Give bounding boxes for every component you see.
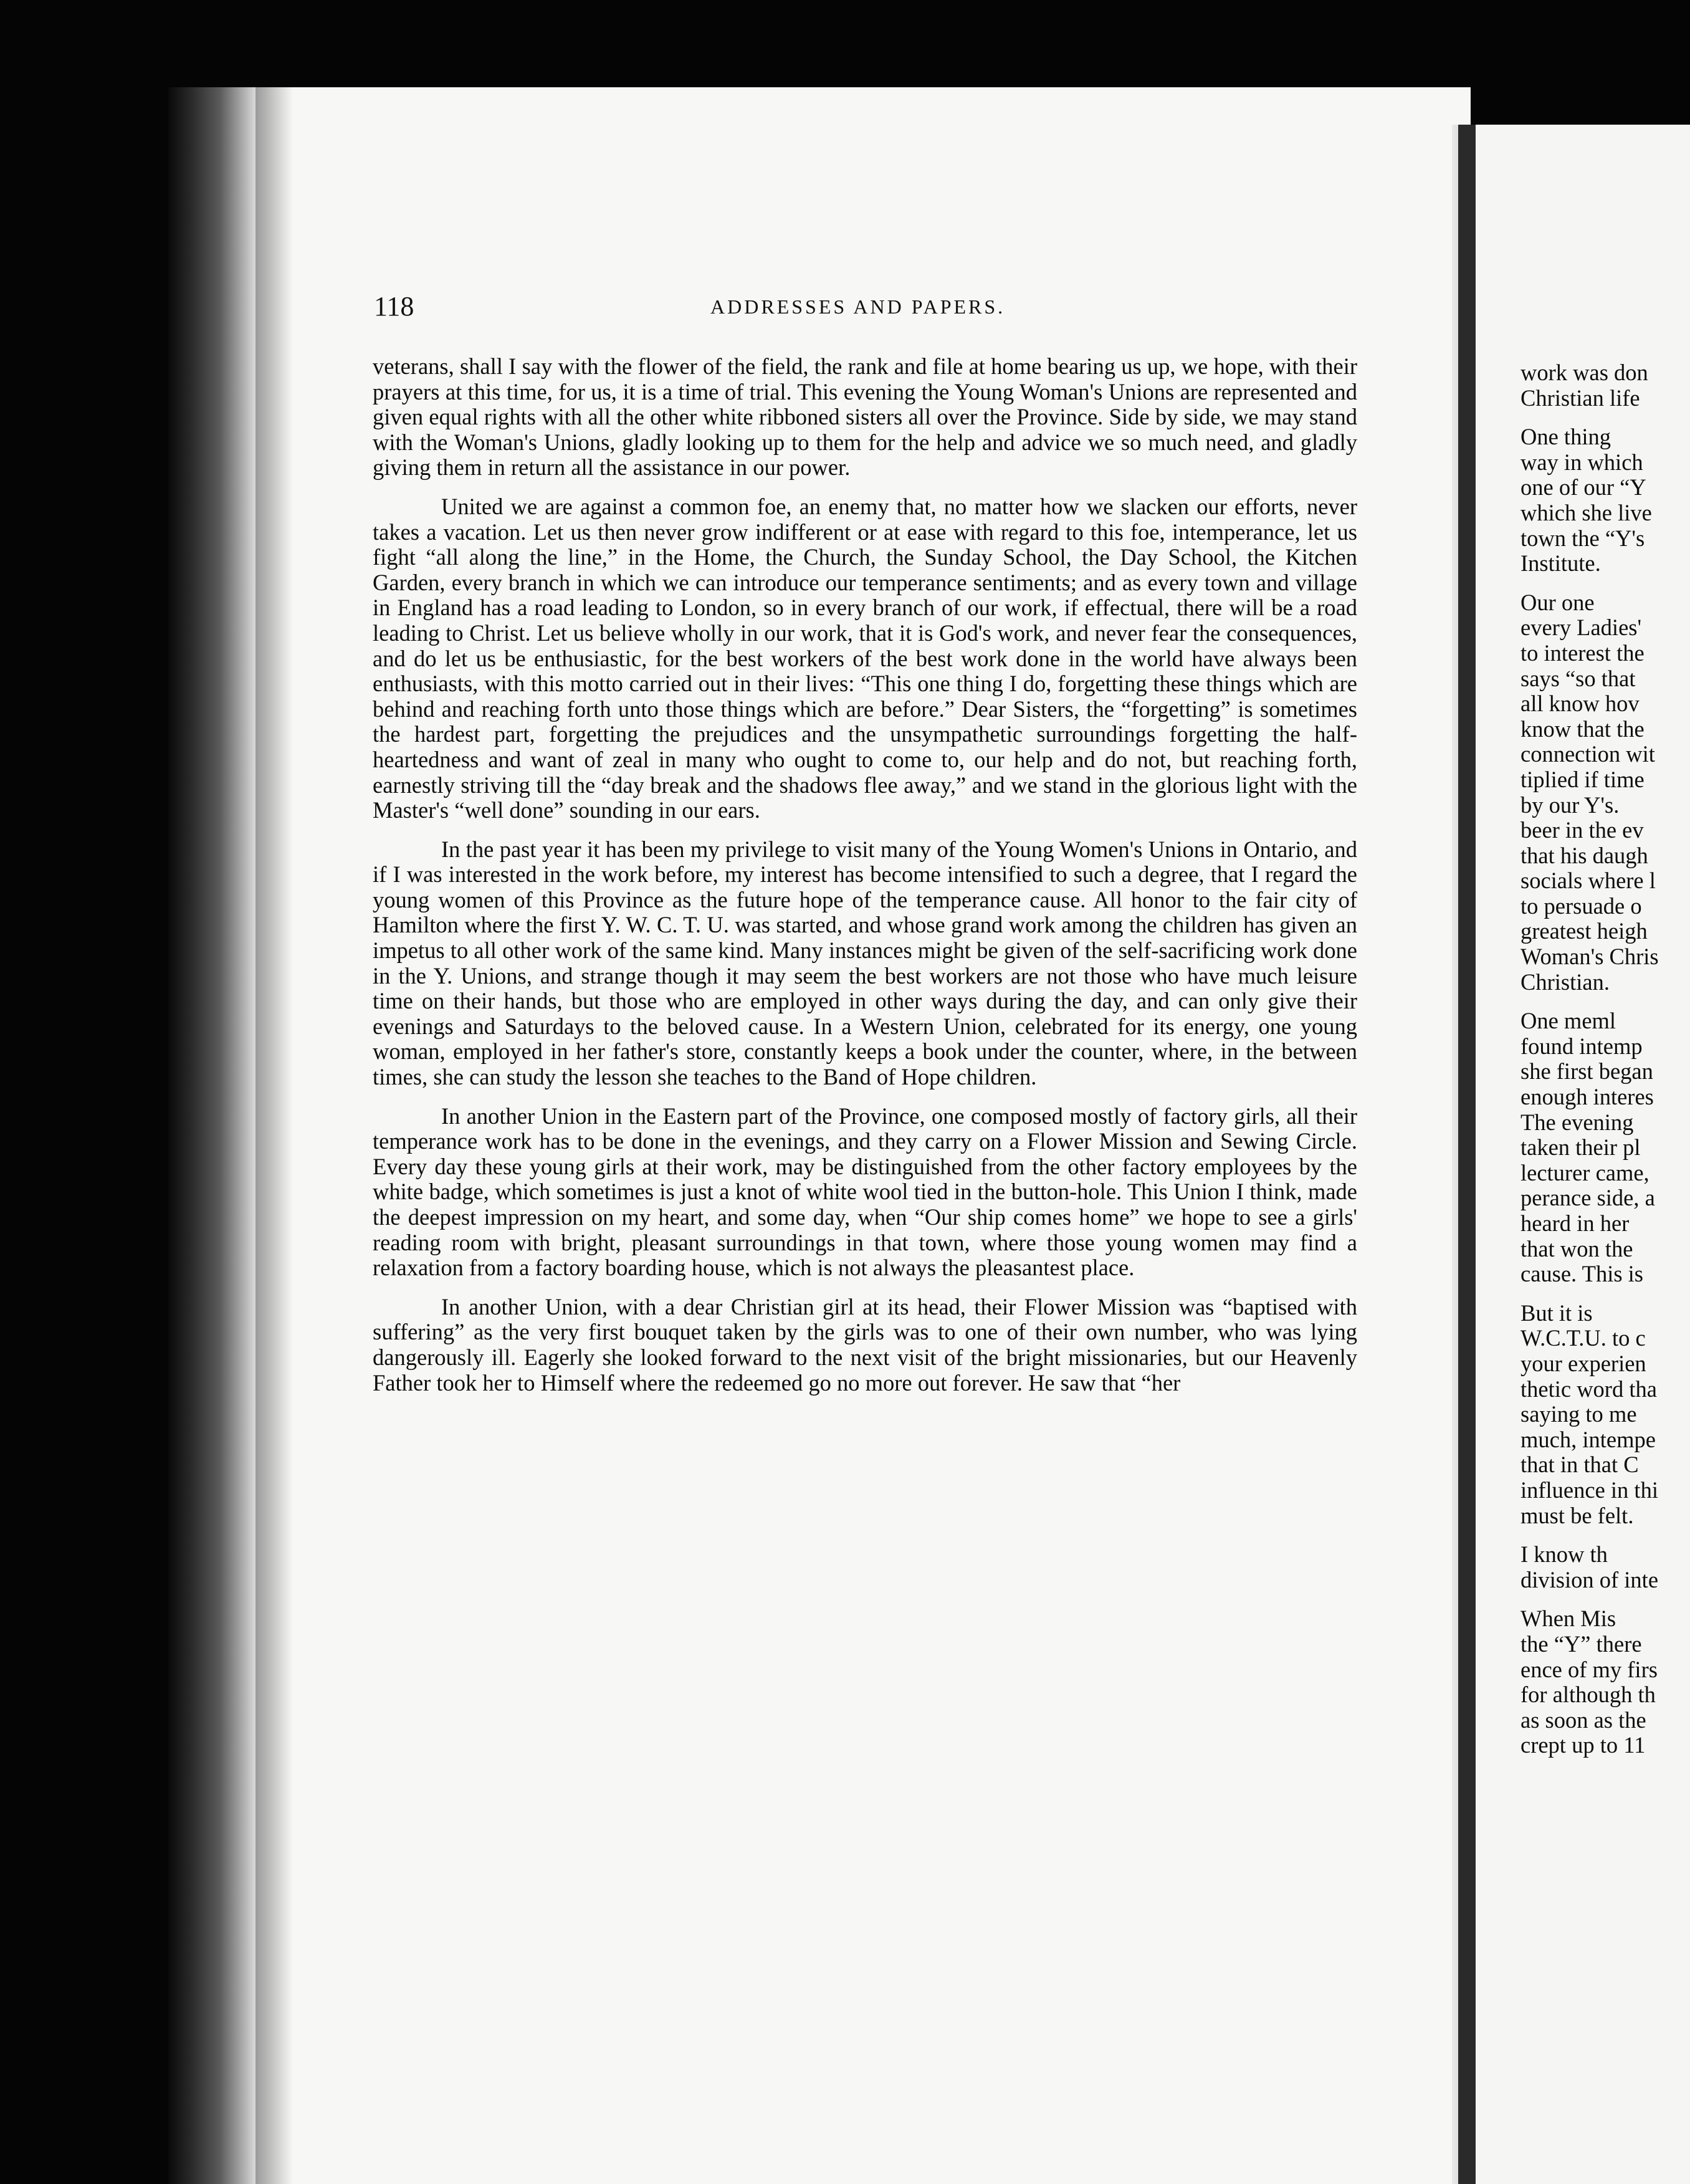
right-page-line: know that the	[1521, 716, 1645, 742]
right-page-line: But it is	[1521, 1300, 1593, 1326]
right-page-line: by our Y's.	[1521, 792, 1620, 818]
page-number: 118	[374, 291, 414, 322]
paragraph: veterans, shall I say with the flower of the field, the rank and file at home bearing us up, we hope, with their prayers at this time, for us, it is a time of trial. This evening the Young Woman's Unions are represented and given equal rights with all the other white ribboned sisters all over the Province. Side by side, we may stand with the Woman's Unions, gladly looking up to them for the help and advice we so much need, and gladly giving them in return all the assistance in our power.	[373, 353, 1357, 481]
right-page-line: When Mis	[1521, 1606, 1616, 1632]
right-page-line: way in which	[1521, 449, 1643, 475]
right-page-line: much, intempe	[1521, 1426, 1656, 1452]
right-page-line: that in that C	[1521, 1452, 1639, 1478]
line-gap	[1521, 995, 1690, 1008]
right-page-line: beer in the ev	[1521, 817, 1644, 843]
right-page-line: I know th	[1521, 1541, 1608, 1568]
right-page-line: Our one	[1521, 589, 1595, 615]
right-page-line: which she live	[1521, 499, 1652, 525]
right-page-line: division of inte	[1521, 1566, 1659, 1593]
right-page-line: connection wit	[1521, 741, 1655, 767]
right-page-line: perance side, a	[1521, 1185, 1655, 1211]
right-page-line: Woman's Chris	[1521, 944, 1659, 970]
right-page-line: as soon as the	[1521, 1707, 1646, 1733]
right-page-line: saying to me	[1521, 1401, 1637, 1427]
right-page-line: one of our “Y	[1521, 474, 1646, 501]
right-page-line: found intemp	[1521, 1033, 1643, 1059]
right-page-line: every Ladies'	[1521, 615, 1642, 641]
right-page-line: cause. This is	[1521, 1261, 1644, 1287]
right-page-line: all know hov	[1521, 691, 1640, 717]
right-page-line: Christian life	[1521, 385, 1640, 411]
right-page-line: must be felt.	[1521, 1502, 1634, 1528]
right-page-line: the “Y” there	[1521, 1631, 1642, 1657]
right-page-line: greatest heigh	[1521, 918, 1648, 944]
right-page-line: tiplied if time	[1521, 766, 1645, 792]
right-page-line: thetic word tha	[1521, 1376, 1657, 1402]
line-gap	[1521, 1593, 1690, 1606]
right-page-line: for although th	[1521, 1682, 1656, 1708]
gutter-shadow	[1458, 125, 1476, 2184]
book-spine-shadow	[168, 87, 262, 2184]
paragraph: In another Union, with a dear Christian girl at its head, their Flower Mission was “baptised with suffering” as the very first bouquet taken by the girls was to one of their own number, who was lying dangerously ill. Eagerly she looked forward to the next visit of the bright missionaries, but our Heavenly Father took her to Himself where the redeemed go no more out forever. He saw that “her	[373, 1293, 1357, 1396]
paragraph: United we are against a common foe, an enemy that, no matter how we slacken our efforts, never takes a vacation. Let us then never grow indifferent or at ease with regard to this foe, intemperance, let us fight “all along the line,” in the Home, the Church, the Sunday School, the Day School, the Kitchen Garden, every branch in which we can introduce our temperance sentiments; and as every town and village in England has a road leading to London, so in every branch of our work, if effectual, there will be a road leading to Christ. Let us believe wholly in our work, that it is God's work, and never fear the consequences, and do let us be enthusiastic, for the best workers of the best work done in the world have always been enthusiasts, with this motto carried out in their lives: “This one thing I do, forgetting these things which are behind and reaching forth unto those things which are before.” Dear Sisters, the “forgetting” is sometimes the hardest part, forgetting the prejudices and the unsympathetic surroundings forgetting the half-heartedness and want of zeal in many who ought to come to, our help and do not, but reaching forth, earnestly striving till the “day break and the shadows flee away,” and we stand in the glorious light with the Master's “well done” sounding in our ears.	[373, 493, 1357, 823]
paragraph: In the past year it has been my privilege to visit many of the Young Women's Unions in Ontario, and if I was interested in the work before, my interest has become intensified to such a degree, that I regard the young women of this Province as the future hope of the temperance cause. All honor to the fair city of Hamilton where the first Y. W. C. T. U. was started, and whose grand work among the children has given an impetus to all other work of the same kind. Many instances might be given of the self-sacrificing work done in the Y. Unions, and strange though it may seem the best workers are not those who have much leisure time on their hands, but those who are employed in other ways during the day, and can only give their evenings and Saturdays to the beloved cause. In a Western Union, celebrated for its energy, one young woman, employed in her father's store, constantly keeps a book under the counter, where, in the between times, she can study the lesson she teaches to the Band of Hope children.	[373, 836, 1357, 1090]
right-page-line: The evening	[1521, 1109, 1634, 1135]
page-header	[374, 290, 1346, 328]
right-page-line: says “so that	[1521, 665, 1636, 691]
right-page-line: taken their pl	[1521, 1134, 1641, 1161]
right-page-line: your experien	[1521, 1350, 1646, 1376]
right-page-line: influence in thi	[1521, 1477, 1658, 1503]
right-page-line: socials where l	[1521, 868, 1656, 894]
right-page-line: to persuade o	[1521, 893, 1642, 919]
line-gap	[1521, 1528, 1690, 1542]
right-page-body	[1521, 360, 1690, 1758]
right-page-line: Christian.	[1521, 969, 1610, 995]
right-page-line: that won the	[1521, 1235, 1633, 1262]
paragraph: In another Union in the Eastern part of the Province, one composed mostly of factory girls, all their temperance work has to be done in the evenings, and they carry on a Flower Mission and Sewing Circle. Every day these young girls at their work, may be distinguished from the other factory employees by the white badge, which sometimes is just a knot of white wool tied in the button-hole. This Union I think, made the deepest impression on my heart, and some day, when “Our ship comes home” we hope to see a girls' reading room with bright, pleasant surroundings in that town, where those young women may find a relaxation from a factory boarding house, which is not always the pleasantest place.	[373, 1103, 1357, 1281]
running-title: ADDRESSES AND PAPERS.	[710, 295, 1006, 318]
right-page-line: W.C.T.U. to c	[1521, 1325, 1646, 1351]
right-page-line: that his daugh	[1521, 842, 1648, 868]
right-page-line: Institute.	[1521, 550, 1601, 577]
right-page-line: One meml	[1521, 1008, 1616, 1034]
right-page-line: heard in her	[1521, 1210, 1630, 1236]
right-page-line: One thing	[1521, 424, 1611, 450]
left-page-body	[373, 354, 1357, 1409]
right-page-line: enough interes	[1521, 1084, 1654, 1110]
line-gap	[1521, 411, 1690, 424]
right-page-line: to interest the	[1521, 639, 1645, 666]
right-page-line: she first began	[1521, 1058, 1653, 1085]
right-page-line: lecturer came,	[1521, 1159, 1649, 1185]
right-page-line: work was don	[1521, 360, 1648, 385]
right-page-line: ence of my firs	[1521, 1656, 1658, 1682]
right-page-line: town the “Y's	[1521, 525, 1645, 551]
right-page-line: crept up to 11	[1521, 1732, 1646, 1758]
line-gap	[1521, 577, 1690, 590]
line-gap	[1521, 1287, 1690, 1301]
